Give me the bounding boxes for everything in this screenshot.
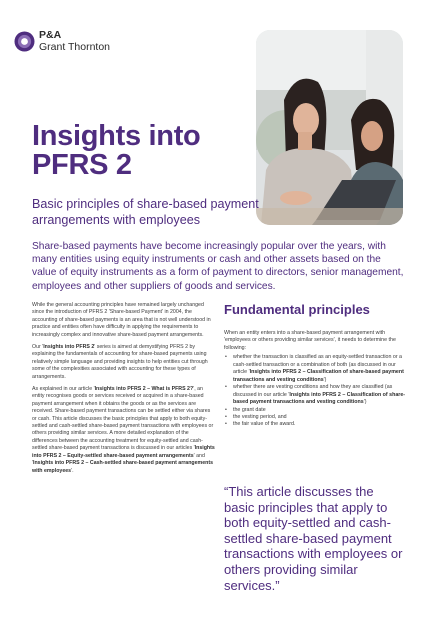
hero-photo <box>256 30 403 225</box>
paragraph-2: Our 'Insights into PFRS 2' series is aimed at demystifying PFRS 2 by explaining the fundamentals of accounting for share-based payments using relatively simple language and providing insights to help entities cut through some of the complexities associated with accounting for these types of arrangements. <box>32 343 208 380</box>
paragraph-3: As explained in our article 'Insights into PFRS 2 – What is PFRS 2?', an entity recognises goods or services received or acquired in a share-based payment arrangement when it obtains the goods or as the services are received. Share-based payment transactions can be settled either via shares or cash. This article discusses the basic principles that apply to both equity-settled and cash-settled share-based payment transactions with employees or others providing similar services. A more detailed explanation of the differences between the accounting treatment for equity-settled and cash-settled share-based payment transactions is discussed in our articles 'Insights into PFRS 2 – Equity-settled share-based payment arrangements' and 'Insights into PFRS 2 – Cash-settled share-based payment arrangements with employees'. <box>32 385 215 474</box>
left-column <box>32 302 215 480</box>
section-body: When an entity enters into a share-based payment arrangement with 'employees or others providing similar services', it needs to determine the following: <box>224 330 396 351</box>
subtitle: Basic principles of share-based payment arrangements with employees <box>32 197 259 227</box>
paragraph-1: While the general accounting principles have remained largely unchanged since the introduction of PFRS 2 'Share-based Payment' in 2004, the accounting of share-based payments is an area that is not well understood in practice and entities often have difficulty in applying the requirements to increasingly complex and innovative share-based payment arrangements. <box>32 302 211 338</box>
page-title <box>32 122 200 180</box>
list-item: • the fair value of the award. <box>224 421 407 428</box>
logo-mark-icon <box>14 31 35 52</box>
logo-line1: P&A <box>39 29 62 41</box>
list-item: • the grant date <box>224 407 407 414</box>
brand-logo <box>14 30 110 53</box>
intro-paragraph: Share-based payments have become increasingly popular over the years, with many entities using equity instruments or cash and other assets based on the value of equity instruments as a form of payment to directors, senior management, employees and other suppliers of goods and services. <box>32 241 404 292</box>
pull-quote: “This article discusses the basic principles that apply to both equity-settled and cash-settled share-based payment transactions with employees or others providing similar services.” <box>224 484 403 593</box>
section-heading: Fundamental principles <box>224 302 370 317</box>
title-line2: PFRS 2 <box>32 149 132 181</box>
photo-two-women-at-laptop <box>256 30 403 225</box>
list-item: • the vesting period, and <box>224 414 407 421</box>
list-item: • whether the transaction is classified as an equity-settled transaction or a cash-settled transaction or a combination of both (as discussed in our article 'Insights into PFRS 2 – Classification of share-based payment transactions and vesting conditions') <box>224 354 407 384</box>
logo-line2: Grant Thornton <box>39 40 111 53</box>
title-line1: Insights into <box>32 120 201 152</box>
requirements-list <box>224 354 407 429</box>
right-column <box>224 302 407 429</box>
list-item: • whether there are vesting conditions and how they are classified (as discussed in our article 'Insights into PFRS 2 – Classification of share-based payment transactions and vesting conditions') <box>224 384 407 406</box>
